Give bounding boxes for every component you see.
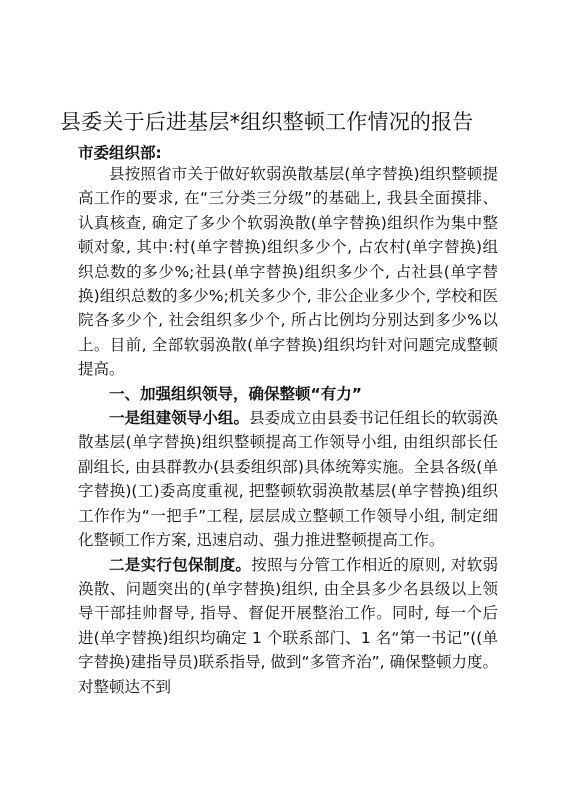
item-text-2: 按照与分管工作相近的原则, 对软弱涣散、问题突出的(单字替换)组织, 由全县多少名县级以上领导干部挂帅督导, 指导、督促开展整治工作。同时, 每一个后进(单字替换)组织均确定 1 个联系部门、1 名“第一书记”((单字替换)建指导员)联系指导, 做到“多管齐治”, 确保整顿力度。对整顿达不到	[78, 555, 498, 696]
document-body	[78, 162, 498, 699]
document-title: 县委关于后进基层*组织整顿工作情况的报告	[60, 110, 474, 134]
salutation: 市委组织部:	[78, 144, 162, 162]
item-text-1: 县委成立由县委书记任组长的软弱涣散基层(单字替换)组织整顿提高工作领导小组, 由组织部长任副组长, 由县群教办(县委组织部)具体统筹实施。全县各级(单字替换)(工)委高度重视, 把整顿软弱涣散基层(单字替换)组织工作作为“一把手”工程, 层层成立整顿工作领导小组, 制定细化整顿工作方案, 迅速启动、强力推进整顿提高工作。	[78, 409, 498, 550]
intro-paragraph: 县按照省市关于做好软弱涣散基层(单字替换)组织整顿提高工作的要求, 在“三分类三分级”的基础上, 我县全面摸排、认真核查, 确定了多少个软弱涣散(单字替换)组织作为集中整顿对象, 其中:村(单字替换)组织多少个, 占农村(单字替换)组织总数的多少%;社县(单字替换)组织多少个, 占社县(单字替换)组织总数的多少%;机关多少个, 非公企业多少个, 学校和医院各多少个, 社会组织多少个, 所占比例均分别达到多少%以上。目前, 全部软弱涣散(单字替换)组织均针对问题完成整顿提高。	[78, 165, 498, 379]
item-paragraph-1	[78, 406, 498, 552]
item-paragraph-2	[78, 553, 498, 699]
item-lead-2: 二是实行包保制度。	[109, 555, 252, 574]
item-lead-1: 一是组建领导小组。	[109, 409, 250, 428]
section-heading-1: 一、加强组织领导，确保整顿“有力”	[109, 384, 362, 403]
